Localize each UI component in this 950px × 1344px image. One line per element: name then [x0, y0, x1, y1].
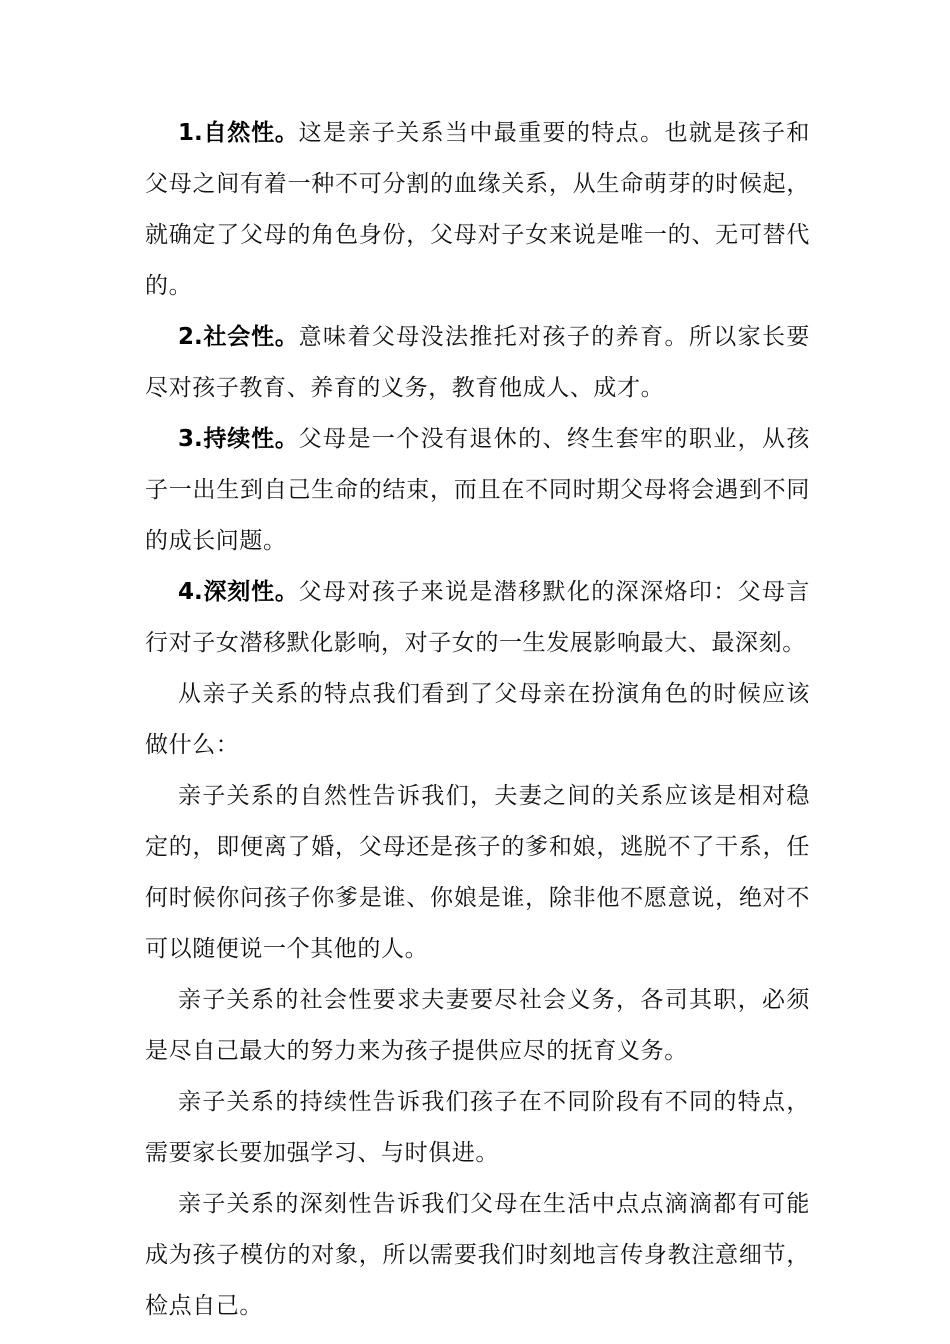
document-body: [145, 108, 810, 1332]
paragraph-naturalness-implication: [145, 771, 810, 975]
paragraph-heading: 3.持续性。: [178, 426, 299, 452]
paragraph-text: 意味着父母没法推托对孩子的养育。所以家长要尽对孩子教育、养育的义务，教育他成人、成才。: [145, 324, 810, 401]
paragraph-intro-roles: [145, 669, 810, 771]
paragraph-continuity-implication: [145, 1077, 810, 1179]
paragraph-heading: 1.自然性。: [178, 120, 299, 146]
paragraph-text: 这是亲子关系当中最重要的特点。也就是孩子和父母之间有着一种不可分割的血缘关系，从生命萌芽的时候起，就确定了父母的角色身份，父母对子女来说是唯一的、无可替代的。: [145, 120, 810, 299]
paragraph-text: 父母对孩子来说是潜移默化的深深烙印：父母言行对子女潜移默化影响，对子女的一生发展影响最大、最深刻。: [145, 579, 810, 656]
paragraph-naturalness: [145, 108, 810, 312]
paragraph-text: 亲子关系的深刻性告诉我们父母在生活中点点滴滴都有可能成为孩子模仿的对象，所以需要我们时刻地言传身教注意细节，检点自己。: [145, 1191, 810, 1319]
paragraph-continuity: [145, 414, 810, 567]
paragraph-sociality-implication: [145, 975, 810, 1077]
paragraph-text: 父母是一个没有退休的、终生套牢的职业，从孩子一出生到自己生命的结束，而且在不同时期父母将会遇到不同的成长问题。: [145, 426, 810, 554]
paragraph-profundity-implication: [145, 1179, 810, 1332]
paragraph-text: 亲子关系的社会性要求夫妻要尽社会义务，各司其职，必须是尽自己最大的努力来为孩子提供应尽的抚育义务。: [145, 987, 810, 1064]
paragraph-heading: 2.社会性。: [178, 324, 299, 350]
paragraph-profundity: [145, 567, 810, 669]
paragraph-sociality: [145, 312, 810, 414]
paragraph-heading: 4.深刻性。: [178, 579, 299, 605]
paragraph-text: 从亲子关系的特点我们看到了父母亲在扮演角色的时候应该做什么：: [145, 681, 810, 758]
paragraph-text: 亲子关系的持续性告诉我们孩子在不同阶段有不同的特点，需要家长要加强学习、与时俱进。: [145, 1089, 810, 1166]
paragraph-text: 亲子关系的自然性告诉我们，夫妻之间的关系应该是相对稳定的，即便离了婚，父母还是孩子的爹和娘，逃脱不了干系，任何时候你问孩子你爹是谁、你娘是谁，除非他不愿意说，绝对不可以随便说一个其他的人。: [145, 783, 810, 962]
